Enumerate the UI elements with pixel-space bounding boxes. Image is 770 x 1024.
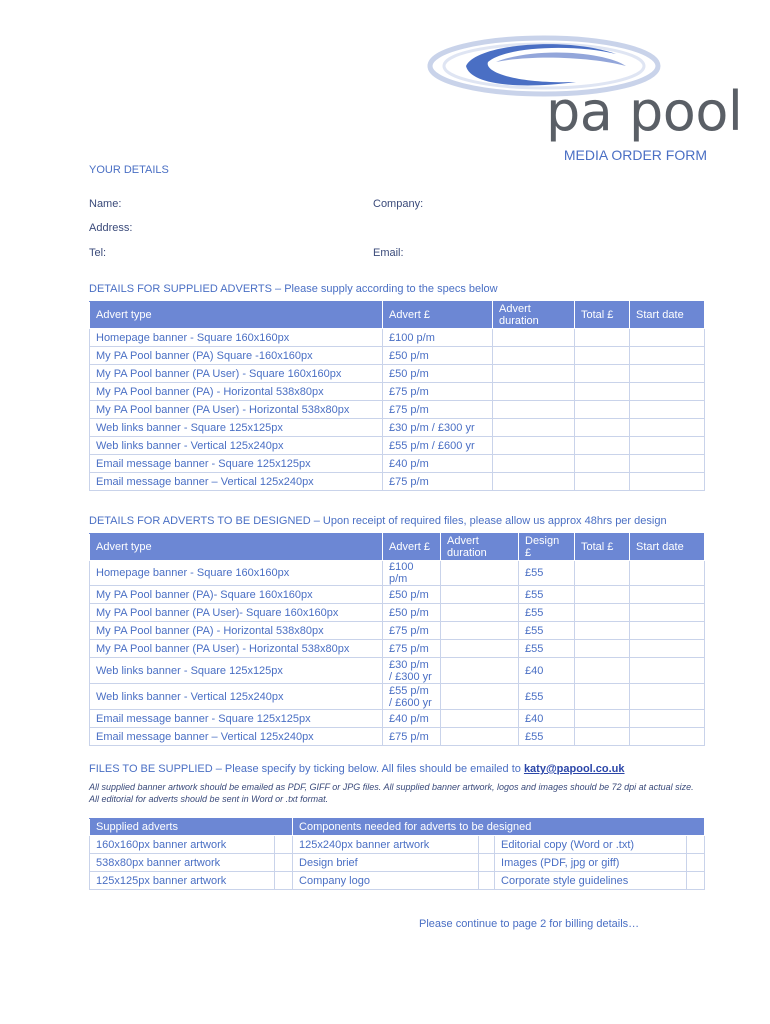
advert-price-cell: £55 p/m / £600 yr — [383, 684, 441, 710]
advert-type-cell: Web links banner - Vertical 125x240px — [90, 437, 383, 455]
col-header-design-price: Design £ — [519, 534, 575, 561]
supplied-advert-cell: 125x125px banner artwork — [90, 872, 275, 890]
start-date-input[interactable] — [630, 419, 705, 437]
start-date-input[interactable] — [630, 586, 705, 604]
advert-duration-input[interactable] — [441, 710, 519, 728]
design-price-cell: £55 — [519, 622, 575, 640]
table-row — [90, 473, 705, 491]
tick-box[interactable] — [479, 854, 495, 872]
advert-duration-input[interactable] — [441, 561, 519, 586]
advert-type-cell: My PA Pool banner (PA User) - Horizontal 538x80px — [90, 401, 383, 419]
tel-label: Tel: — [89, 247, 107, 259]
advert-duration-input[interactable] — [493, 455, 575, 473]
advert-price-cell: £75 p/m — [383, 383, 493, 401]
advert-type-cell: My PA Pool banner (PA) - Horizontal 538x80px — [90, 622, 383, 640]
advert-duration-input[interactable] — [493, 419, 575, 437]
table-row — [90, 455, 705, 473]
start-date-input[interactable] — [630, 710, 705, 728]
advert-price-cell: £75 p/m — [383, 728, 441, 746]
table-row — [90, 854, 705, 872]
start-date-input[interactable] — [630, 365, 705, 383]
advert-duration-input[interactable] — [441, 684, 519, 710]
tick-box[interactable] — [479, 836, 495, 854]
table-row — [90, 365, 705, 383]
total-input[interactable] — [575, 640, 630, 658]
advert-price-cell: £75 p/m — [383, 622, 441, 640]
tick-box[interactable] — [275, 836, 293, 854]
design-price-cell: £55 — [519, 640, 575, 658]
files-heading-text: FILES TO BE SUPPLIED – Please specify by ticking below. All files should be emailed to — [89, 763, 521, 775]
total-input[interactable] — [575, 365, 630, 383]
files-note: All supplied banner artwork should be emailed as PDF, GIFF or JPG files. All supplied banner artwork, logos and images should be 72 dpi at actual size. All editorial for adverts should be sent in Word or .txt format. — [89, 782, 694, 804]
start-date-input[interactable] — [630, 401, 705, 419]
advert-price-cell: £75 p/m — [383, 640, 441, 658]
supplied-adverts-table — [89, 301, 705, 491]
designed-adverts-heading: DETAILS FOR ADVERTS TO BE DESIGNED – Upon receipt of required files, please allow us approx 48hrs per design — [89, 515, 667, 527]
design-price-cell: £40 — [519, 710, 575, 728]
start-date-input[interactable] — [630, 658, 705, 684]
design-price-cell: £55 — [519, 604, 575, 622]
total-input[interactable] — [575, 383, 630, 401]
designed-adverts-table — [89, 533, 705, 746]
col-header-advert-type: Advert type — [90, 534, 383, 561]
advert-price-cell: £40 p/m — [383, 710, 441, 728]
start-date-input[interactable] — [630, 473, 705, 491]
total-input[interactable] — [575, 710, 630, 728]
table-row — [90, 561, 705, 586]
table-row — [90, 347, 705, 365]
start-date-input[interactable] — [630, 622, 705, 640]
design-price-cell: £40 — [519, 658, 575, 684]
col-header-start-date: Start date — [630, 534, 705, 561]
total-input[interactable] — [575, 347, 630, 365]
total-input[interactable] — [575, 401, 630, 419]
tick-box[interactable] — [275, 872, 293, 890]
col-header-supplied-adverts: Supplied adverts — [90, 819, 293, 836]
table-row — [90, 684, 705, 710]
advert-duration-input[interactable] — [493, 365, 575, 383]
advert-type-cell: Email message banner - Square 125x125px — [90, 710, 383, 728]
start-date-input[interactable] — [630, 347, 705, 365]
table-row — [90, 728, 705, 746]
design-price-cell: £55 — [519, 561, 575, 586]
component-cell: Editorial copy (Word or .txt) — [495, 836, 687, 854]
start-date-input[interactable] — [630, 455, 705, 473]
start-date-input[interactable] — [630, 383, 705, 401]
component-cell: Design brief — [293, 854, 479, 872]
advert-type-cell: Web links banner - Square 125x125px — [90, 419, 383, 437]
advert-duration-input[interactable] — [441, 586, 519, 604]
advert-type-cell: My PA Pool banner (PA User) - Square 160x160px — [90, 365, 383, 383]
total-input[interactable] — [575, 728, 630, 746]
table-row — [90, 604, 705, 622]
advert-type-cell: Email message banner – Vertical 125x240px — [90, 473, 383, 491]
advert-type-cell: Email message banner – Vertical 125x240px — [90, 728, 383, 746]
total-input[interactable] — [575, 561, 630, 586]
start-date-input[interactable] — [630, 561, 705, 586]
total-input[interactable] — [575, 437, 630, 455]
col-header-components: Components needed for adverts to be designed — [293, 819, 705, 836]
advert-type-cell: My PA Pool banner (PA) - Horizontal 538x80px — [90, 383, 383, 401]
total-input[interactable] — [575, 329, 630, 347]
component-cell: Images (PDF, jpg or giff) — [495, 854, 687, 872]
advert-type-cell: My PA Pool banner (PA User)- Square 160x160px — [90, 604, 383, 622]
advert-type-cell: Web links banner - Square 125x125px — [90, 658, 383, 684]
advert-duration-input[interactable] — [493, 437, 575, 455]
advert-price-cell: £75 p/m — [383, 473, 493, 491]
email-link[interactable]: katy@papool.co.uk — [523, 763, 625, 775]
table-row — [90, 329, 705, 347]
tick-box[interactable] — [687, 854, 705, 872]
total-input[interactable] — [575, 419, 630, 437]
table-row — [90, 622, 705, 640]
design-price-cell: £55 — [519, 684, 575, 710]
table-row — [90, 401, 705, 419]
total-input[interactable] — [575, 658, 630, 684]
advert-price-cell: £40 p/m — [383, 455, 493, 473]
table-row — [90, 640, 705, 658]
total-input[interactable] — [575, 586, 630, 604]
table-row — [90, 836, 705, 854]
advert-price-cell: £100 p/m — [383, 329, 493, 347]
advert-type-cell: Email message banner - Square 125x125px — [90, 455, 383, 473]
advert-duration-input[interactable] — [441, 622, 519, 640]
advert-price-cell: £55 p/m / £600 yr — [383, 437, 493, 455]
design-price-cell: £55 — [519, 728, 575, 746]
files-heading — [89, 762, 625, 776]
col-header-advert-duration: Advert duration — [441, 534, 519, 561]
advert-duration-input[interactable] — [441, 658, 519, 684]
table-row — [90, 419, 705, 437]
advert-type-cell: Web links banner - Vertical 125x240px — [90, 684, 383, 710]
advert-type-cell: Homepage banner - Square 160x160px — [90, 561, 383, 586]
advert-duration-input[interactable] — [493, 473, 575, 491]
advert-type-cell: My PA Pool banner (PA)- Square 160x160px — [90, 586, 383, 604]
advert-type-cell: My PA Pool banner (PA) Square -160x160px — [90, 347, 383, 365]
form-title: MEDIA ORDER FORM — [563, 147, 707, 163]
continue-note: Please continue to page 2 for billing details… — [419, 918, 640, 930]
col-header-start-date: Start date — [630, 302, 705, 329]
col-header-total: Total £ — [575, 534, 630, 561]
tick-box[interactable] — [275, 854, 293, 872]
company-label: Company: — [373, 198, 424, 210]
start-date-input[interactable] — [630, 329, 705, 347]
start-date-input[interactable] — [630, 604, 705, 622]
advert-duration-input[interactable] — [493, 347, 575, 365]
table-row — [90, 586, 705, 604]
component-cell: 125x240px banner artwork — [293, 836, 479, 854]
supplied-adverts-heading: DETAILS FOR SUPPLIED ADVERTS – Please supply according to the specs below — [89, 283, 498, 295]
advert-price-cell: £100 p/m — [383, 561, 441, 586]
advert-duration-input[interactable] — [441, 640, 519, 658]
tick-box[interactable] — [479, 872, 495, 890]
supplied-advert-cell: 538x80px banner artwork — [90, 854, 275, 872]
design-price-cell: £55 — [519, 586, 575, 604]
advert-duration-input[interactable] — [493, 401, 575, 419]
name-label: Name: — [89, 198, 122, 210]
files-table — [89, 818, 705, 890]
table-row — [90, 383, 705, 401]
table-row — [90, 658, 705, 684]
component-cell: Company logo — [293, 872, 479, 890]
total-input[interactable] — [575, 455, 630, 473]
advert-price-cell: £50 p/m — [383, 347, 493, 365]
advert-duration-input[interactable] — [493, 383, 575, 401]
start-date-input[interactable] — [630, 684, 705, 710]
address-label: Address: — [89, 222, 133, 234]
start-date-input[interactable] — [630, 640, 705, 658]
advert-price-cell: £75 p/m — [383, 401, 493, 419]
supplied-advert-cell: 160x160px banner artwork — [90, 836, 275, 854]
total-input[interactable] — [575, 473, 630, 491]
component-cell: Corporate style guidelines — [495, 872, 687, 890]
advert-price-cell: £30 p/m / £300 yr — [383, 419, 493, 437]
total-input[interactable] — [575, 684, 630, 710]
total-input[interactable] — [575, 604, 630, 622]
advert-duration-input[interactable] — [493, 329, 575, 347]
start-date-input[interactable] — [630, 437, 705, 455]
advert-duration-input[interactable] — [441, 728, 519, 746]
col-header-advert-price: Advert £ — [383, 302, 493, 329]
total-input[interactable] — [575, 622, 630, 640]
email-label: Email: — [373, 247, 404, 259]
table-row — [90, 437, 705, 455]
table-row — [90, 872, 705, 890]
advert-price-cell: £30 p/m / £300 yr — [383, 658, 441, 684]
tick-box[interactable] — [687, 872, 705, 890]
logo-wordmark: pa pool — [546, 80, 743, 143]
tick-box[interactable] — [687, 836, 705, 854]
advert-price-cell: £50 p/m — [383, 586, 441, 604]
col-header-advert-type: Advert type — [90, 302, 383, 329]
advert-type-cell: My PA Pool banner (PA User) - Horizontal 538x80px — [90, 640, 383, 658]
col-header-total: Total £ — [575, 302, 630, 329]
advert-type-cell: Homepage banner - Square 160x160px — [90, 329, 383, 347]
table-row — [90, 710, 705, 728]
advert-price-cell: £50 p/m — [383, 365, 493, 383]
col-header-advert-price: Advert £ — [383, 534, 441, 561]
advert-duration-input[interactable] — [441, 604, 519, 622]
start-date-input[interactable] — [630, 728, 705, 746]
col-header-advert-duration: Advert duration — [493, 302, 575, 329]
your-details-heading: YOUR DETAILS — [89, 164, 169, 176]
advert-price-cell: £50 p/m — [383, 604, 441, 622]
